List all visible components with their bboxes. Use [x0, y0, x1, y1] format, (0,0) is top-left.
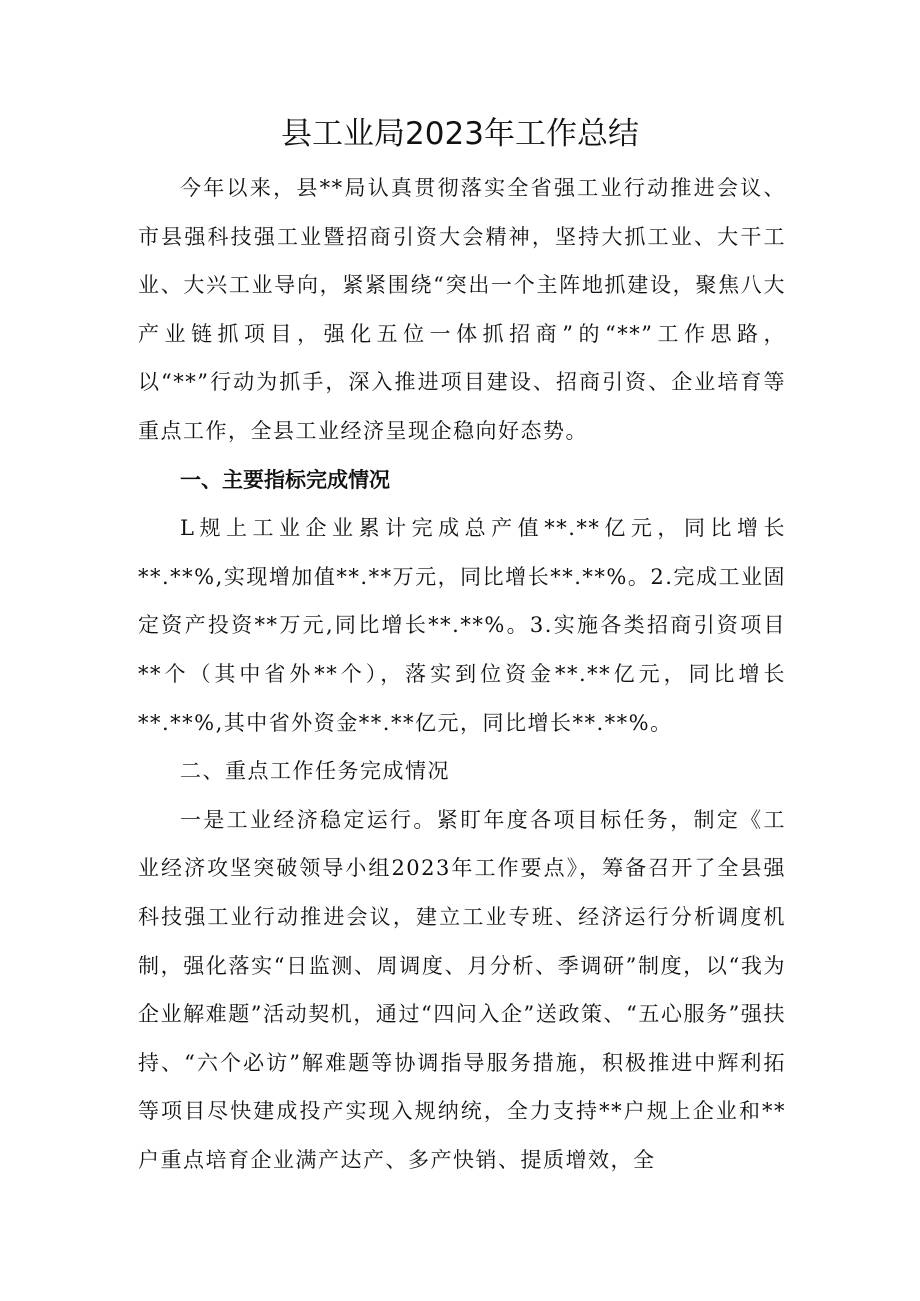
key-tasks-paragraph: 一是工业经济稳定运行。紧盯年度各项目标任务，制定《工业经济攻坚突破领导小组2023年工作要点》，筹备召开了全县强科技强工业行动推进会议，建立工业专班、经济运行分析调度机制，强化落实“日监测、周调度、月分析、季调研”制度，以“我为企业解难题”活动契机，通过“四问入企”送政策、“五心服务”强扶持、“六个必访”解难题等协调指导服务措施，积极推进中辉利拓等项目尽快建成投产实现入规纳统，全力支持**户规上企业和**户重点培育企业满产达产、多产快销、提质增效，全 [138, 807, 786, 1172]
document-body [138, 164, 786, 1184]
section-heading-main-indicators: 一、主要指标完成情况 [180, 467, 390, 492]
main-indicators-paragraph: L规上工业企业累计完成总产值**.**亿元，同比增长**.**%,实现增加值**.**万元，同比增长**.**%。2.完成工业固定资产投资**万元,同比增长**.**%。3.实施各类招商引资项目**个（其中省外**个），落实到位资金**.**亿元，同比增长**.**%,其中省外资金**.**亿元，同比增长**.**%。 [138, 516, 786, 735]
document-title: 县工业局2023年工作总结 [281, 116, 639, 152]
section-heading-key-tasks: 二、重点工作任务完成情况 [180, 759, 450, 784]
intro-paragraph: 今年以来，县**局认真贯彻落实全省强工业行动推进会议、市县强科技强工业暨招商引资大会精神，坚持大抓工业、大干工业、大兴工业导向，紧紧围绕“突出一个主阵地抓建设，聚焦八大产业链抓项目，强化五位一体抓招商”的“**”工作思路，以“**”行动为抓手，深入推进项目建设、招商引资、企业培育等重点工作，全县工业经济呈现企稳向好态势。 [138, 176, 786, 443]
